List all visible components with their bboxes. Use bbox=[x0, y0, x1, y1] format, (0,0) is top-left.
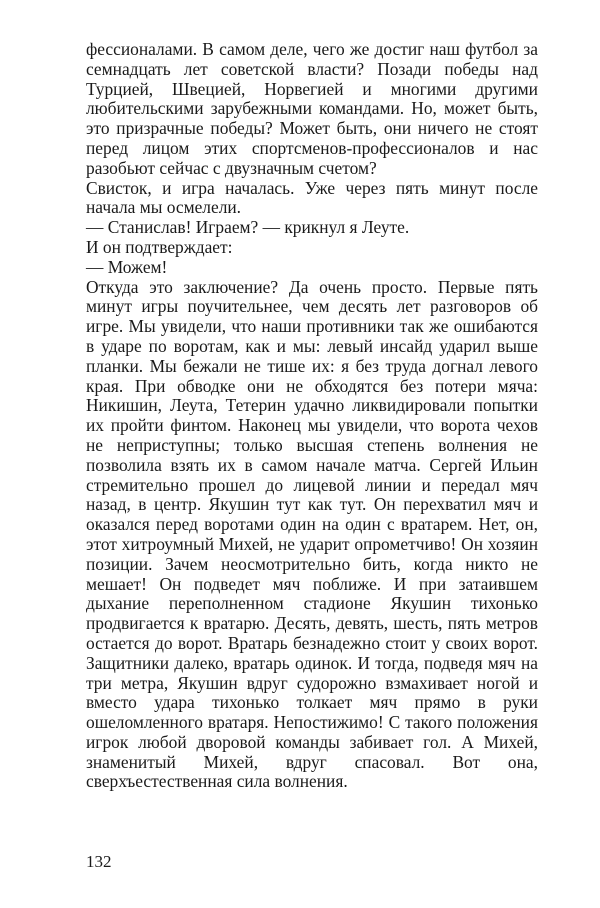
paragraph-dialogue-answer: — Можем! bbox=[86, 256, 168, 277]
paragraph-match-description: Откуда это заключение? Да очень просто. Первые пять минут игры поучительнее, чем десять лет разговоров об игре. Мы увидели, что наши противники так же ошибаются в ударе по воротам, как и мы: левый инсайд ударил выше планки. Мы бежали не тише их: я без труда догнал левого края. При обводке они не обходятся без потери мяча: Никишин, Леута, Тетерин удачно ликвидировали попытки их пройти финтом. Наконец мы увидели, что ворота чехов не неприступны; только высшая степень волнения не позволила взять их в самом начале матча. Сергей Ильин стремительно прошел до лицевой линии и передал мяч назад, в центр. Якушин тут как тут. Он перехватил мяч и оказался перед воротами один на один с вратарем. Нет, он, этот хитроумный Михей, не ударит опрометчиво! Он хозяин позиции. Зачем неосмотрительно бить, когда никто не мешает! Он подведет мяч поближе. И при затаившем дыхание переполненном стадионе Якушин тихонько продвигается к вратарю. Десять, девять, шесть, пять метров остается до ворот. Вратарь безнадежно стоит у своих ворот. Защитники далеко, вратарь одинок. И тогда, подведя мяч на три метра, Якушин вдруг судорожно взмахивает ногой и вместо удара тихонько толкает мяч прямо в руки ошеломленного вратаря. Непостижимо! С такого положения игрок любой дворовой команды забивает гол. А Михей, знаменитый Михей, вдруг спасовал. Вот она, сверхъестественная сила волнения. bbox=[86, 276, 538, 792]
paragraph-continued: фессионалами. В самом деле, чего же достиг наш футбол за семнадцать лет советской власти? Позади победы над Турцией, Швецией, Норвегией и многими другими любительскими зарубежными командами. Но, может быть, это призрачные победы? Может быть, они ничего не стоят перед лицом этих спортсменов-профессионалов и нас разобьют сейчас с двузначным счетом? bbox=[86, 39, 538, 178]
paragraph-dialogue-question: — Станислав! Играем? — крикнул я Леуте. bbox=[86, 217, 410, 238]
page-number: 132 bbox=[86, 852, 112, 871]
paragraph-whistle: Свисток, и игра началась. Уже через пять минут после начала мы осмелели. bbox=[86, 177, 538, 218]
book-page-text bbox=[86, 40, 538, 792]
paragraph-confirmation: И он подтверждает: bbox=[86, 236, 233, 257]
